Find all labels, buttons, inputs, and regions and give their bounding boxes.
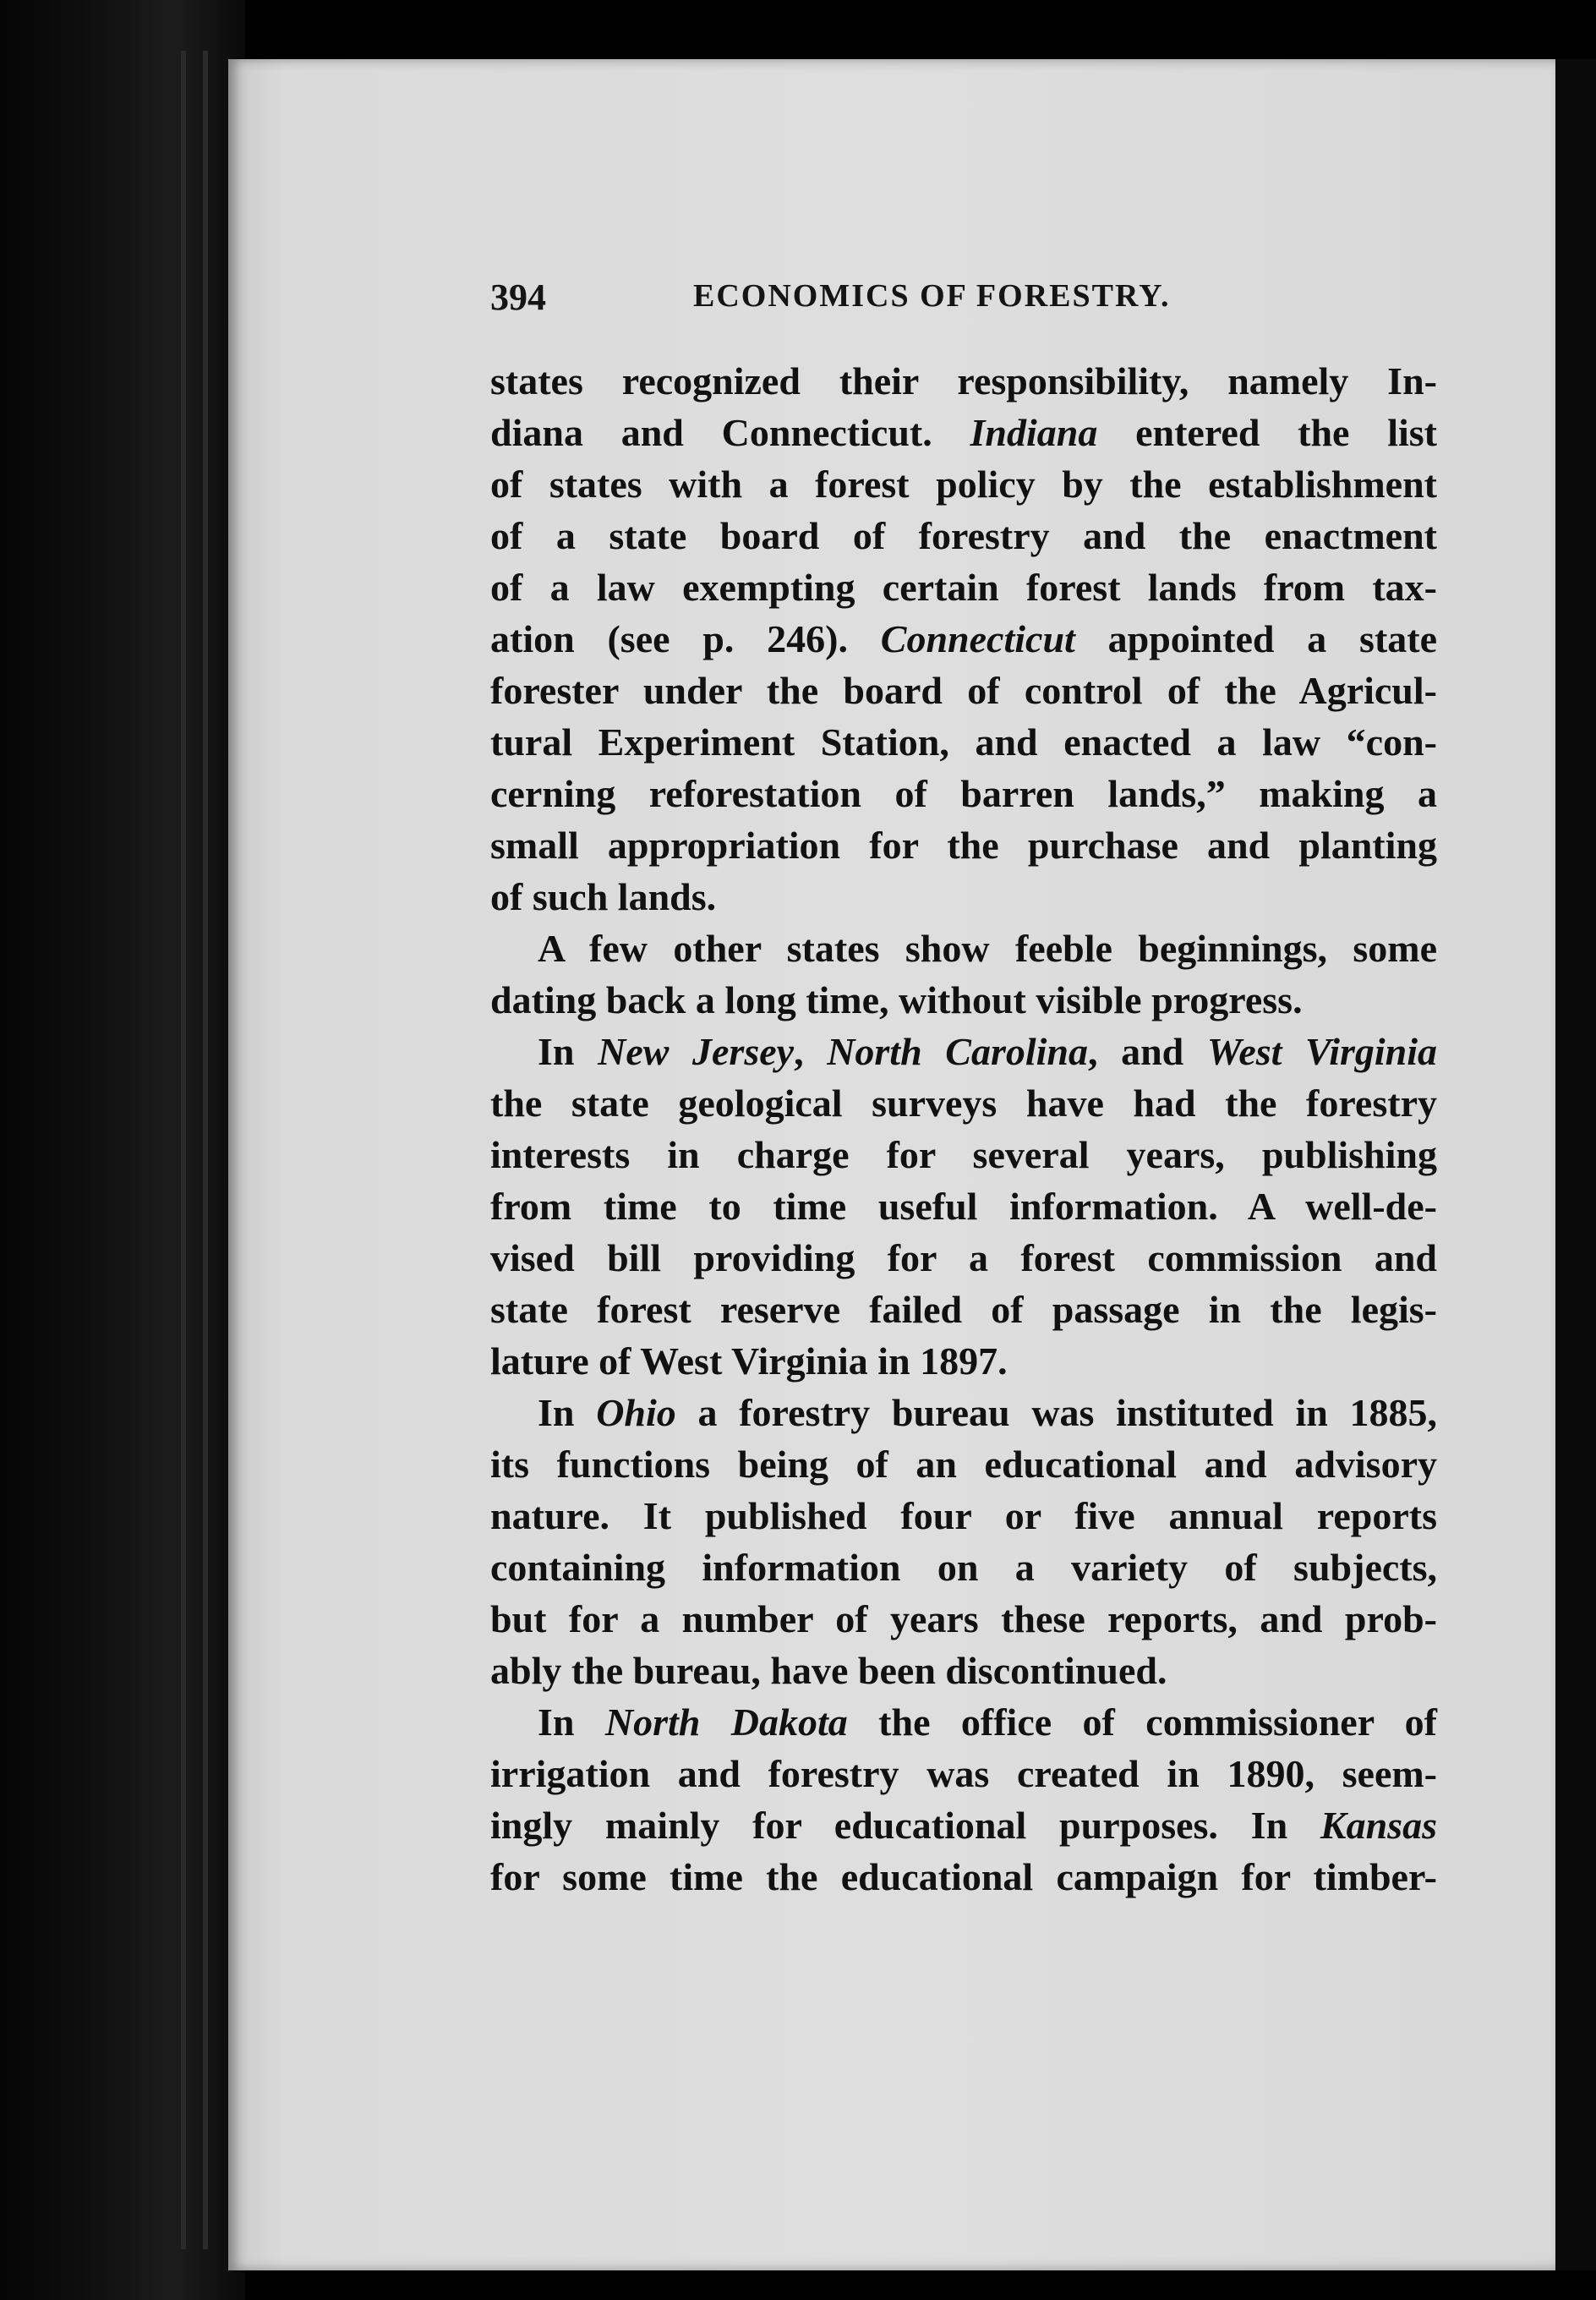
text-run: the state geological surveys have had the forestry — [490, 1082, 1437, 1125]
text-line — [490, 1593, 1437, 1645]
text-line — [490, 1799, 1437, 1851]
italic-text: Ohio — [596, 1391, 676, 1434]
text-line — [490, 561, 1437, 613]
text-run: diana and Connecticut. — [490, 411, 970, 454]
page-number: 394 — [490, 277, 546, 318]
text-run: containing information on a variety of subjects, — [490, 1546, 1437, 1589]
text-line — [490, 1490, 1437, 1542]
text-line — [490, 716, 1437, 768]
text-run: from time to time useful information. A well-de- — [490, 1185, 1437, 1228]
text-line — [490, 1077, 1437, 1129]
text-run: A few other states show feeble beginnings, some — [538, 927, 1437, 970]
text-run: forester under the board of control of the Agricul- — [490, 669, 1437, 712]
binding-edge-line — [203, 51, 208, 2249]
text-run: vised bill providing for a forest commission and — [490, 1236, 1437, 1279]
text-line — [490, 407, 1437, 458]
text-line — [490, 355, 1437, 407]
text-run: ingly mainly for educational purposes. In — [490, 1804, 1320, 1847]
text-run: state forest reserve failed of passage in the legis- — [490, 1288, 1437, 1331]
page-right-edge — [1555, 59, 1596, 2270]
text-run: irrigation and forestry was created in 1890, seem- — [490, 1752, 1437, 1795]
text-run: , and — [1088, 1030, 1207, 1073]
text-line — [490, 458, 1437, 510]
text-line — [490, 1026, 1437, 1077]
book-binding — [0, 0, 245, 2300]
text-run: dating back a long time, without visible progress. — [490, 978, 1303, 1021]
italic-text: North Dakota — [604, 1700, 848, 1744]
text-line — [490, 665, 1437, 716]
text-line — [490, 1542, 1437, 1593]
text-run: its functions being of an educational and advisory — [490, 1443, 1437, 1486]
text-line — [490, 1851, 1437, 1903]
text-line — [490, 1645, 1437, 1696]
text-line — [490, 1696, 1437, 1748]
text-line — [490, 510, 1437, 561]
text-run: ation (see p. 246). — [490, 617, 881, 660]
text-run: of states with a forest policy by the establishment — [490, 463, 1437, 506]
text-run: but for a number of years these reports, and prob- — [490, 1597, 1437, 1640]
text-line — [490, 871, 1437, 923]
italic-text: Kansas — [1320, 1804, 1437, 1847]
text-run: cerning reforestation of barren lands,” making a — [490, 772, 1437, 815]
text-run: , — [794, 1030, 828, 1073]
text-line — [490, 819, 1437, 871]
text-line — [490, 1129, 1437, 1180]
italic-text: Connecticut — [880, 617, 1075, 660]
text-run: tural Experiment Station, and enacted a law “con- — [490, 720, 1437, 764]
text-line — [490, 1284, 1437, 1335]
binding-edge-line — [181, 51, 186, 2249]
italic-text: New Jersey — [598, 1030, 795, 1073]
text-run: In — [538, 1391, 597, 1434]
text-run: states recognized their responsibility, namely In- — [490, 359, 1437, 402]
body-text — [490, 355, 1437, 1903]
text-run: In — [538, 1030, 598, 1073]
text-run: a forestry bureau was instituted in 1885, — [675, 1391, 1438, 1434]
text-line — [490, 1180, 1437, 1232]
text-run: for some time the educational campaign for timber- — [490, 1855, 1437, 1898]
running-head: ECONOMICS OF FORESTRY. — [693, 278, 1171, 314]
text-run: nature. It published four or five annual reports — [490, 1494, 1437, 1537]
text-line — [490, 1438, 1437, 1490]
text-run: the office of commissioner of — [847, 1700, 1437, 1744]
text-run: lature of West Virginia in 1897. — [490, 1339, 1008, 1383]
text-run: of such lands. — [490, 875, 717, 918]
text-line — [490, 768, 1437, 819]
italic-text: North Carolina — [827, 1030, 1088, 1073]
text-run: In — [538, 1700, 605, 1744]
text-run: interests in charge for several years, publishing — [490, 1133, 1437, 1176]
text-run: ably the bureau, have been discontinued. — [490, 1649, 1167, 1692]
text-run: appointed a state — [1074, 617, 1437, 660]
text-line — [490, 974, 1437, 1026]
page-header — [490, 271, 1437, 330]
text-run: small appropriation for the purchase and planting — [490, 824, 1437, 867]
text-line — [490, 1387, 1437, 1438]
text-run: entered the list — [1097, 411, 1437, 454]
text-line — [490, 923, 1437, 974]
text-line — [490, 1748, 1437, 1799]
italic-text: West Virginia — [1206, 1030, 1438, 1073]
text-line — [490, 1232, 1437, 1284]
text-run: of a state board of forestry and the enactment — [490, 514, 1437, 557]
text-line — [490, 1335, 1437, 1387]
italic-text: Indiana — [970, 411, 1098, 454]
text-run: of a law exempting certain forest lands from tax- — [490, 566, 1437, 609]
text-line — [490, 613, 1437, 665]
